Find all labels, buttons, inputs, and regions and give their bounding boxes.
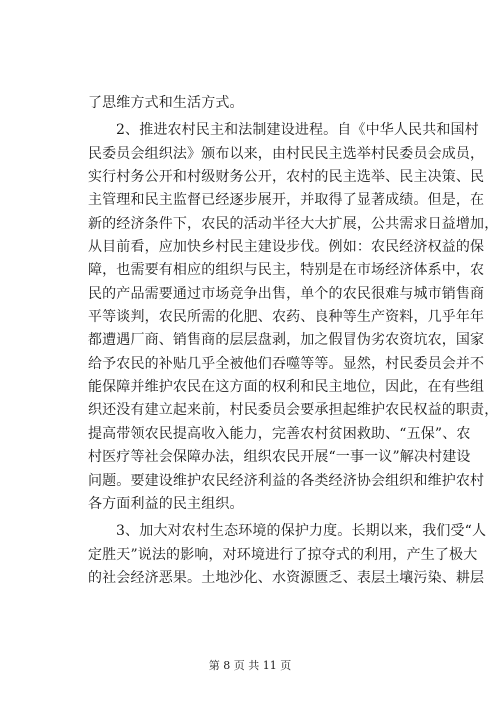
text-line: 提高带领农民提高收入能力，完善农村贫困救助、“五保”、农	[88, 425, 471, 442]
text-line: 3、加大对农村生态环境的保护力度。长期以来，我们受“人	[116, 523, 487, 540]
text-line: 能保障并维护农民在这方面的权利和民主地位，因此，在有些组	[88, 379, 485, 396]
text-line: 民委员会组织法》颁布以来，由村民民主选举村民委员会成员，	[88, 145, 485, 162]
text-line: 定胜天”说法的影响，对环境进行了掠夺式的利用，产生了极大	[88, 546, 478, 563]
text-line: 都遭遇厂商、销售商的层层盘剥，加之假冒伪劣农资坑农，国家	[88, 332, 485, 349]
text-line: 主管理和民主监督已经逐步展开，并取得了显著成绩。但是，在	[88, 192, 485, 209]
text-line: 平等谈判，农民所需的化肥、农药、良种等生产资料，几乎年年	[88, 309, 485, 326]
text-line: 的社会经济恶果。土地沙化、水资源匮乏、表层土壤污染、耕层	[88, 569, 485, 586]
text-line: 了思维方式和生活方式。	[88, 95, 244, 111]
body-text	[88, 92, 499, 590]
text-line: 障，也需要有相应的组织与民主，特别是在市场经济体系中，农	[88, 262, 485, 279]
text-line: 2、推进农村民主和法制建设进程。自《中华人民共和国村	[116, 122, 479, 139]
text-line: 从目前看，应加快乡村民主建设步伐。例如：农民经济权益的保	[88, 239, 485, 256]
text-line: 问题。要建设维护农民经济利益的各类经济协会组织和维护农村	[88, 472, 485, 489]
text-line: 村医疗等社会保障办法，组织农民开展“一事一议”解决村建设	[88, 449, 471, 466]
text-line: 新的经济条件下，农民的活动半径大大扩展，公共需求日益增加，	[88, 215, 499, 232]
text-line: 实行村务公开和村级财务公开，农村的民主选举、民主决策、民	[88, 169, 485, 186]
page-footer: 第 8 页 共 11 页	[208, 659, 292, 672]
text-line: 织还没有建立起来前，村民委员会要承担起维护农民权益的职责，	[88, 402, 499, 419]
text-line: 民的产品需要通过市场竞争出售，单个的农民很难与城市销售商	[88, 285, 485, 302]
text-line: 各方面利益的民主组织。	[88, 495, 244, 512]
text-line: 给予农民的补贴几乎全被他们吞噬等等。显然，村民委员会并不	[88, 355, 485, 372]
